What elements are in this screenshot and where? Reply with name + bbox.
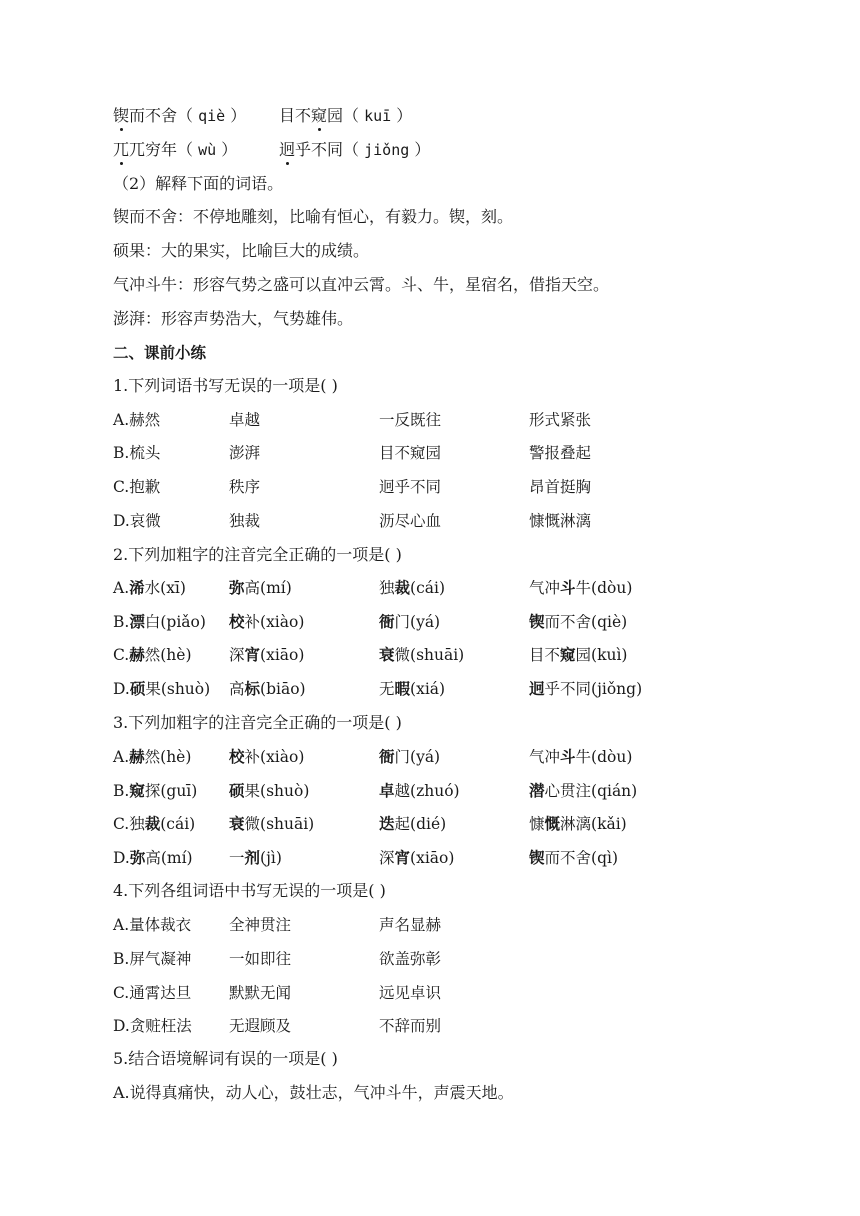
option-cell: 一如即往 — [229, 950, 292, 968]
section2-heading: 二、课前小练 — [113, 344, 207, 362]
option-cell: 目不窥园(kuì) — [529, 645, 628, 664]
option-cell: 衰微(shuāi) — [229, 814, 315, 833]
option-cell: 远见卓识 — [379, 984, 442, 1002]
definition-line: 硕果：大的果实，比喻巨大的成绩。 — [113, 241, 370, 260]
option-cell: A.浠水(xī) — [113, 578, 186, 597]
option-cell: 沥尽心血 — [379, 512, 442, 530]
question-stem: 2.下列加粗字的注音完全正确的一项是( ) — [113, 545, 402, 564]
option-cell: 卓越(zhuó) — [379, 781, 460, 800]
bold-char: 校 — [229, 612, 245, 631]
bold-char: 衙 — [379, 747, 395, 766]
option-cell: D.弥高(mí) — [113, 848, 193, 867]
option-cell: 硕果(shuò) — [229, 781, 310, 800]
option-cell: 昂首挺胸 — [529, 478, 592, 496]
bold-char: 潜 — [529, 781, 545, 800]
option-cell: 默默无闻 — [229, 984, 292, 1002]
pinyin-answer: jiǒng — [364, 141, 410, 159]
option-cell: 校补(xiào) — [229, 612, 305, 631]
bold-char: 校 — [229, 747, 245, 766]
pinyin-row-1: 锲而不舍（ qiè ） — [113, 104, 246, 128]
bold-char: 暇 — [394, 679, 411, 698]
option-cell: 衰微(shuāi) — [379, 645, 465, 664]
option-cell: 锲而不舍(qì) — [529, 848, 618, 867]
option-cell: 潜心贯注(qián) — [529, 781, 638, 800]
pinyin-answer: kuī — [364, 107, 392, 125]
question-stem: 3.下列加粗字的注音完全正确的一项是( ) — [113, 713, 402, 732]
option-cell: 衙门(yá) — [379, 747, 441, 766]
bold-char: 斗 — [560, 578, 576, 597]
pinyin-answer: wù — [198, 141, 217, 159]
bold-char: 窥 — [560, 645, 576, 664]
option-cell: 欲盖弥彰 — [379, 950, 442, 968]
bold-char: 弥 — [229, 578, 245, 597]
bold-char: 锲 — [529, 612, 545, 631]
option-cell: 独裁(cái) — [379, 578, 446, 597]
dotted-char: 窥 — [311, 104, 327, 128]
option-cell: C.独裁(cái) — [113, 814, 196, 833]
option-cell: 锲而不舍(qiè) — [529, 612, 628, 631]
option-line: A.说得真痛快，动人心，鼓壮志，气冲斗牛，声震天地。 — [113, 1083, 514, 1102]
bold-char: 斗 — [560, 747, 576, 766]
option-cell: B.漂白(piǎo) — [113, 612, 206, 631]
bold-char: 锲 — [529, 848, 545, 867]
option-cell: 慷慨淋漓 — [529, 512, 592, 530]
option-cell: D.硕果(shuò) — [113, 679, 211, 698]
option-cell: 迥乎不同 — [379, 478, 442, 496]
pinyin-row-1-b: 目不窥园（ kuī ） — [279, 104, 412, 128]
option-cell: 澎湃 — [229, 444, 261, 462]
bold-char: 漂 — [129, 612, 145, 631]
question-stem: 4.下列各组词语中书写无误的一项是( ) — [113, 881, 386, 900]
bold-char: 宵 — [394, 848, 411, 867]
option-cell: 气冲斗牛(dòu) — [529, 578, 633, 597]
pinyin-row-2-b: 迥乎不同（ jiǒng ） — [279, 138, 430, 162]
option-cell: 迭起(dié) — [379, 814, 447, 833]
option-cell: 无暇(xiá) — [379, 679, 446, 698]
bold-char: 窥 — [129, 781, 145, 800]
option-cell: 声名显赫 — [379, 916, 442, 934]
option-cell: B.屏气凝神 — [113, 950, 192, 968]
bold-char: 迭 — [379, 814, 395, 833]
option-cell: B.窥探(guī) — [113, 781, 198, 800]
definition-line: 锲而不舍：不停地雕刻，比喻有恒心，有毅力。锲，刻。 — [113, 207, 514, 226]
option-cell: 全神贯注 — [229, 916, 292, 934]
definition-line: 气冲斗牛：形容气势之盛可以直冲云霄。斗、牛，星宿名，借指天空。 — [113, 275, 610, 294]
option-cell: 高标(biāo) — [229, 679, 306, 698]
section1-subheading: （2）解释下面的词语。 — [113, 174, 284, 193]
pinyin-answer: qiè — [198, 107, 226, 125]
option-cell: A.赫然(hè) — [113, 747, 192, 766]
option-cell: 形式紧张 — [529, 411, 592, 429]
option-cell: 目不窥园 — [379, 444, 442, 462]
option-cell: 不辞而别 — [379, 1017, 442, 1035]
bold-char: 迥 — [529, 679, 545, 698]
option-cell: 气冲斗牛(dòu) — [529, 747, 633, 766]
definition-line: 澎湃：形容声势浩大，气势雄伟。 — [113, 309, 354, 328]
bold-char: 浠 — [129, 578, 145, 597]
option-cell: 秩序 — [229, 478, 261, 496]
bold-char: 卓 — [379, 781, 395, 800]
option-cell: 一反既往 — [379, 411, 442, 429]
dotted-char: 锲 — [113, 104, 129, 128]
option-cell: 校补(xiào) — [229, 747, 305, 766]
option-cell: 警报叠起 — [529, 444, 592, 462]
option-cell: A.赫然 — [113, 411, 161, 429]
option-cell: C.通霄达旦 — [113, 984, 192, 1002]
bold-char: 衙 — [379, 612, 395, 631]
option-cell: C.抱歉 — [113, 478, 161, 496]
option-cell: 深宵(xiāo) — [229, 645, 305, 664]
bold-char: 剂 — [244, 848, 261, 867]
option-cell: D.贪赃枉法 — [113, 1017, 192, 1035]
bold-char: 衰 — [379, 645, 395, 664]
option-cell: 深宵(xiāo) — [379, 848, 455, 867]
option-cell: D.哀微 — [113, 512, 161, 530]
bold-char: 衰 — [229, 814, 245, 833]
option-cell: 一剂(jì) — [229, 848, 282, 867]
bold-char: 慨 — [544, 814, 561, 833]
bold-char: 赫 — [129, 747, 145, 766]
option-cell: 衙门(yá) — [379, 612, 441, 631]
bold-char: 赫 — [129, 645, 145, 664]
question-stem: 1.下列词语书写无误的一项是( ) — [113, 376, 338, 395]
dotted-char: 兀 — [113, 138, 129, 162]
bold-char: 裁 — [394, 578, 411, 597]
option-cell: 无遐顾及 — [229, 1017, 292, 1035]
bold-char: 硕 — [229, 781, 245, 800]
option-cell: 卓越 — [229, 411, 261, 429]
option-cell: A.量体裁衣 — [113, 916, 192, 934]
bold-char: 宵 — [244, 645, 261, 664]
option-cell: 慷慨淋漓(kǎi) — [529, 814, 627, 833]
bold-char: 标 — [244, 679, 261, 698]
option-cell: 独裁 — [229, 512, 261, 530]
option-cell: 迥乎不同(jiǒng) — [529, 679, 643, 698]
bold-char: 裁 — [144, 814, 161, 833]
bold-char: 硕 — [129, 679, 146, 698]
bold-char: 弥 — [129, 848, 146, 867]
option-cell: B.梳头 — [113, 444, 161, 462]
option-cell: C.赫然(hè) — [113, 645, 192, 664]
question-stem: 5.结合语境解词有误的一项是( ) — [113, 1049, 338, 1068]
option-cell: 弥高(mí) — [229, 578, 292, 597]
pinyin-row-2: 兀兀穷年（ wù ） — [113, 138, 237, 162]
dotted-char: 迥 — [279, 138, 295, 162]
